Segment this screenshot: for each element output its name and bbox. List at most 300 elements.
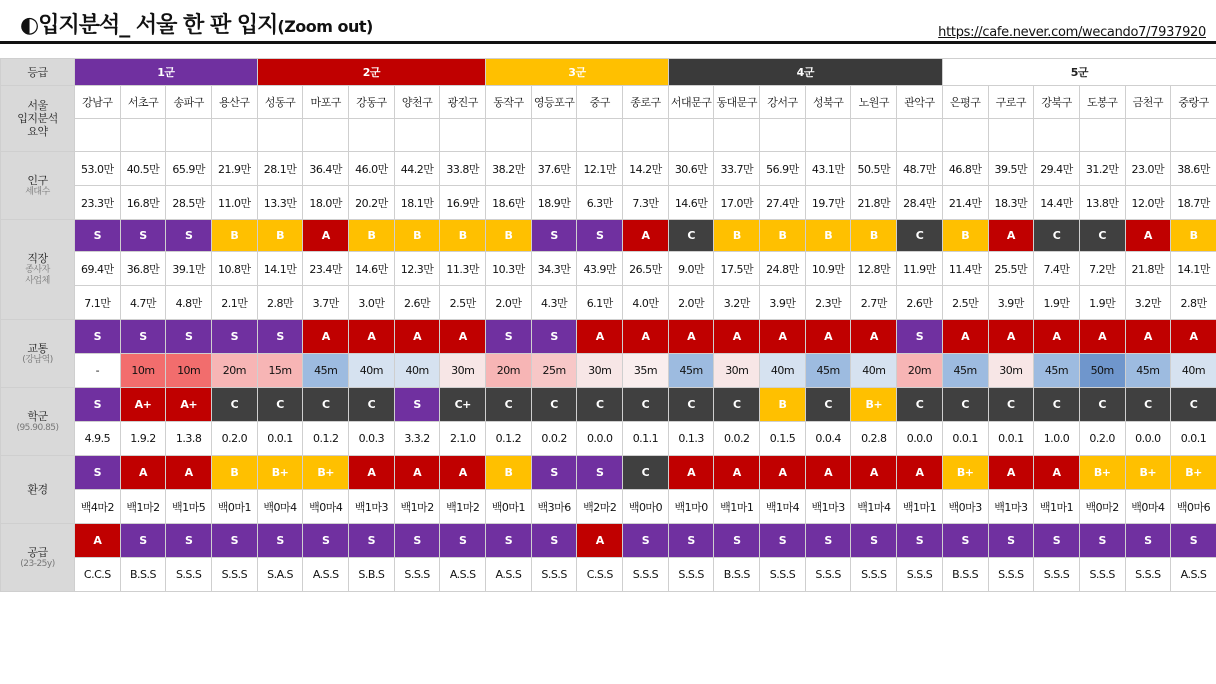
transport-time-cell: 40m [349,354,395,388]
jobs-label-text: 직장 [27,252,48,265]
school-grade-badge: C [1079,388,1125,422]
population-cell: 38.6만 [1171,152,1216,186]
businesses-cell: 4.7만 [120,286,166,320]
transport-time-cell: 40m [851,354,897,388]
jobs-grade-badge: A [623,220,669,252]
transport-grade-badge: A [303,320,349,354]
school-score-cell: 0.1.3 [668,422,714,456]
supply-detail-cell: S.S.S [1079,558,1125,592]
businesses-cell: 2.8만 [1171,286,1216,320]
transport-grade-badge: S [212,320,258,354]
supply-grade-badge: A [75,524,121,558]
jobs-grade-badge: C [668,220,714,252]
summary-blank-cell [988,119,1034,152]
supply-detail-cell: A.S.S [440,558,486,592]
half-circle-icon: ◐ [20,13,39,38]
households-cell: 28.5만 [166,186,212,220]
environment-grade-badge: A [1034,456,1080,490]
transport-time-cell: 30m [577,354,623,388]
district-name: 강동구 [349,86,395,119]
district-analysis-table [0,58,1216,592]
transport-grade-badge: A [851,320,897,354]
school-score-cell: 0.0.1 [988,422,1034,456]
transport-grade-badge: S [75,320,121,354]
summary-blank-cell [714,119,760,152]
population-cell: 23.0만 [1125,152,1171,186]
school-grade-badge: C [1034,388,1080,422]
school-grade-badge: C [531,388,577,422]
school-score-cell: 0.1.1 [623,422,669,456]
transport-label-subtext: (강남역) [22,354,53,365]
school-grade-badge: B [760,388,806,422]
transport-time-cell: - [75,354,121,388]
businesses-cell: 2.3만 [805,286,851,320]
supply-detail-cell: S.S.S [988,558,1034,592]
transport-time-cell: 45m [1034,354,1080,388]
supply-detail-cell: S.S.S [851,558,897,592]
population-cell: 31.2만 [1079,152,1125,186]
school-grade-badge: C [668,388,714,422]
workers-cell: 9.0만 [668,252,714,286]
supply-detail-cell: S.A.S [257,558,303,592]
school-grade-badge: C [988,388,1034,422]
table-row [1,320,1216,354]
workers-cell: 25.5만 [988,252,1034,286]
supply-grade-badge: S [1079,524,1125,558]
transport-grade-badge: A [440,320,486,354]
environment-grade-badge: S [531,456,577,490]
summary-blank-cell [668,119,714,152]
transport-grade-badge: S [897,320,943,354]
jobs-grade-badge: B [486,220,532,252]
supply-grade-badge: S [851,524,897,558]
businesses-cell: 3.2만 [714,286,760,320]
school-grade-badge: C+ [440,388,486,422]
environment-detail-cell: 백1마3 [349,490,395,524]
supply-grade-badge: S [486,524,532,558]
population-cell: 39.5만 [988,152,1034,186]
supply-grade-badge: S [349,524,395,558]
workers-cell: 11.9만 [897,252,943,286]
school-grade-badge: C [805,388,851,422]
school-score-cell: 4.9.5 [75,422,121,456]
environment-detail-cell: 백0마1 [212,490,258,524]
transport-time-cell: 45m [1125,354,1171,388]
environment-grade-badge: C [623,456,669,490]
school-grade-badge: C [714,388,760,422]
school-score-cell: 0.0.1 [257,422,303,456]
district-name: 금천구 [1125,86,1171,119]
environment-grade-badge: A [668,456,714,490]
supply-detail-cell: S.S.S [212,558,258,592]
school-label-text: 학군 [27,409,48,423]
district-name: 관악구 [897,86,943,119]
summary-blank-cell [486,119,532,152]
environment-grade-badge: A [394,456,440,490]
supply-detail-cell: S.S.S [166,558,212,592]
school-label-subtext: (95.90.85) [16,422,59,433]
workers-cell: 39.1만 [166,252,212,286]
table-row [1,422,1216,456]
supply-detail-cell: S.S.S [394,558,440,592]
district-name: 용산구 [212,86,258,119]
jobs-grade-badge: C [1079,220,1125,252]
transport-time-cell: 45m [303,354,349,388]
school-grade-badge: C [1171,388,1216,422]
summary-blank-cell [942,119,988,152]
transport-time-cell: 10m [120,354,166,388]
group-header: 2군 [257,59,485,86]
supply-grade-badge: S [1171,524,1216,558]
school-grade-badge: C [486,388,532,422]
supply-detail-cell: C.C.S [75,558,121,592]
environment-detail-cell: 백1마0 [668,490,714,524]
businesses-cell: 2.5만 [942,286,988,320]
environment-grade-badge: B+ [942,456,988,490]
table-row [1,59,1216,86]
supply-grade-badge: S [212,524,258,558]
environment-detail-cell: 백0마1 [486,490,532,524]
grade-label [1,59,75,86]
supply-grade-badge: A [577,524,623,558]
school-score-cell: 1.0.0 [1034,422,1080,456]
businesses-cell: 1.9만 [1034,286,1080,320]
school-score-cell: 2.1.0 [440,422,486,456]
summary-label [1,86,75,152]
households-cell: 18.1만 [394,186,440,220]
population-cell: 43.1만 [805,152,851,186]
summary-blank-cell [1034,119,1080,152]
environment-grade-badge: S [577,456,623,490]
transport-grade-badge: A [714,320,760,354]
table-row [1,524,1216,558]
district-name: 종로구 [623,86,669,119]
population-cell: 48.7만 [897,152,943,186]
school-grade-badge: C [212,388,258,422]
transport-time-cell: 10m [166,354,212,388]
district-name: 서초구 [120,86,166,119]
summary-blank-cell [1171,119,1216,152]
supply-detail-cell: A.S.S [486,558,532,592]
supply-grade-badge: S [760,524,806,558]
supply-detail-cell: S.S.S [897,558,943,592]
population-cell: 28.1만 [257,152,303,186]
transport-grade-badge: S [120,320,166,354]
workers-cell: 43.9만 [577,252,623,286]
table-row [1,86,1216,119]
businesses-cell: 2.5만 [440,286,486,320]
population-cell: 56.9만 [760,152,806,186]
transport-grade-badge: S [166,320,212,354]
summary-blank-cell [897,119,943,152]
businesses-cell: 2.7만 [851,286,897,320]
jobs-grade-badge: B [714,220,760,252]
school-score-cell: 1.9.2 [120,422,166,456]
households-cell: 16.8만 [120,186,166,220]
supply-label-text: 공급 [27,545,48,559]
summary-blank-cell [531,119,577,152]
transport-time-cell: 20m [212,354,258,388]
table-row [1,186,1216,220]
transport-grade-badge: A [988,320,1034,354]
households-cell: 16.9만 [440,186,486,220]
transport-grade-badge: A [1125,320,1171,354]
jobs-label-subtext: 종사자 사업체 [25,265,50,286]
summary-blank-cell [577,119,623,152]
supply-grade-badge: S [303,524,349,558]
district-name: 은평구 [942,86,988,119]
district-name: 구로구 [988,86,1034,119]
title-main: 입지분석_ 서울 한 판 입지 [38,13,278,38]
school-score-cell: 0.0.0 [897,422,943,456]
supply-grade-badge: S [897,524,943,558]
summary-blank-cell [212,119,258,152]
transport-grade-badge: A [1171,320,1216,354]
supply-label [1,524,75,592]
table-row [1,220,1216,252]
school-grade-badge: A+ [120,388,166,422]
households-cell: 20.2만 [349,186,395,220]
businesses-cell: 2.8만 [257,286,303,320]
households-cell: 11.0만 [212,186,258,220]
environment-detail-cell: 백0마4 [303,490,349,524]
workers-cell: 23.4만 [303,252,349,286]
environment-detail-cell: 백4마2 [75,490,121,524]
school-grade-badge: C [1125,388,1171,422]
workers-cell: 7.4만 [1034,252,1080,286]
population-cell: 37.6만 [531,152,577,186]
school-score-cell: 0.0.1 [942,422,988,456]
transport-time-cell: 50m [1079,354,1125,388]
transport-time-cell: 45m [942,354,988,388]
environment-detail-cell: 백0마2 [1079,490,1125,524]
workers-cell: 36.8만 [120,252,166,286]
transport-grade-badge: A [805,320,851,354]
supply-grade-badge: S [805,524,851,558]
workers-cell: 34.3만 [531,252,577,286]
supply-detail-cell: S.S.S [1125,558,1171,592]
households-cell: 6.3만 [577,186,623,220]
transport-grade-badge: A [668,320,714,354]
district-name: 양천구 [394,86,440,119]
group-header: 3군 [486,59,669,86]
businesses-cell: 4.8만 [166,286,212,320]
environment-grade-badge: S [75,456,121,490]
environment-detail-cell: 백0마3 [942,490,988,524]
workers-cell: 14.6만 [349,252,395,286]
businesses-cell: 4.0만 [623,286,669,320]
group-header: 1군 [75,59,258,86]
workers-cell: 10.9만 [805,252,851,286]
environment-grade-badge: A [760,456,806,490]
environment-grade-badge: A [805,456,851,490]
population-cell: 53.0만 [75,152,121,186]
workers-cell: 7.2만 [1079,252,1125,286]
households-cell: 28.4만 [897,186,943,220]
jobs-grade-badge: B [851,220,897,252]
school-grade-badge: C [942,388,988,422]
transport-grade-badge: A [760,320,806,354]
table-row [1,354,1216,388]
school-score-cell: 3.3.2 [394,422,440,456]
jobs-grade-badge: B [349,220,395,252]
environment-detail-cell: 백2마2 [577,490,623,524]
supply-detail-cell: S.S.S [623,558,669,592]
supply-detail-cell: A.S.S [303,558,349,592]
environment-detail-cell: 백3마6 [531,490,577,524]
supply-detail-cell: S.S.S [668,558,714,592]
transport-grade-badge: A [349,320,395,354]
school-score-cell: 0.1.2 [303,422,349,456]
supply-grade-badge: S [440,524,486,558]
workers-cell: 11.4만 [942,252,988,286]
supply-detail-cell: A.S.S [1171,558,1216,592]
businesses-cell: 7.1만 [75,286,121,320]
jobs-grade-badge: A [303,220,349,252]
businesses-cell: 3.9만 [760,286,806,320]
jobs-grade-badge: B [257,220,303,252]
supply-grade-badge: S [714,524,760,558]
school-score-cell: 0.2.0 [1079,422,1125,456]
table-row [1,252,1216,286]
supply-detail-cell: B.S.S [714,558,760,592]
population-label-subtext: 세대수 [25,186,50,197]
jobs-grade-badge: B [394,220,440,252]
table-row [1,286,1216,320]
supply-grade-badge: S [988,524,1034,558]
transport-grade-badge: A [1079,320,1125,354]
summary-blank-cell [851,119,897,152]
jobs-grade-badge: B [212,220,258,252]
households-cell: 18.6만 [486,186,532,220]
transport-grade-badge: A [623,320,669,354]
transport-time-cell: 40m [760,354,806,388]
district-name: 동대문구 [714,86,760,119]
transport-grade-badge: S [531,320,577,354]
households-cell: 19.7만 [805,186,851,220]
supply-grade-badge: S [668,524,714,558]
environment-grade-badge: A [120,456,166,490]
summary-blank-cell [120,119,166,152]
households-cell: 17.0만 [714,186,760,220]
environment-grade-badge: B [486,456,532,490]
table-row [1,119,1216,152]
source-url[interactable]: https://cafe.never.com/wecando7/7937920 [938,25,1206,40]
district-name: 동작구 [486,86,532,119]
businesses-cell: 6.1만 [577,286,623,320]
businesses-cell: 3.9만 [988,286,1034,320]
district-name: 송파구 [166,86,212,119]
environment-detail-cell: 백1마1 [714,490,760,524]
businesses-cell: 2.6만 [897,286,943,320]
environment-detail-cell: 백1마4 [760,490,806,524]
environment-grade-badge: A [988,456,1034,490]
supply-detail-cell: S.S.S [1034,558,1080,592]
school-score-cell: 0.0.3 [349,422,395,456]
workers-cell: 10.8만 [212,252,258,286]
supply-detail-cell: S.S.S [531,558,577,592]
school-score-cell: 0.2.8 [851,422,897,456]
environment-detail-cell: 백0마4 [1125,490,1171,524]
transport-label-text: 교통 [27,341,48,355]
jobs-grade-badge: B [1171,220,1216,252]
summary-blank-cell [440,119,486,152]
businesses-cell: 3.7만 [303,286,349,320]
environment-detail-cell: 백1마5 [166,490,212,524]
households-cell: 27.4만 [760,186,806,220]
population-cell: 40.5만 [120,152,166,186]
environment-grade-badge: B+ [1171,456,1216,490]
workers-cell: 14.1만 [1171,252,1216,286]
population-cell: 44.2만 [394,152,440,186]
transport-label [1,320,75,388]
population-cell: 46.0만 [349,152,395,186]
supply-grade-badge: S [120,524,166,558]
district-name: 노원구 [851,86,897,119]
population-cell: 33.8만 [440,152,486,186]
district-name: 마포구 [303,86,349,119]
environment-grade-badge: B [212,456,258,490]
environment-detail-cell: 백0마4 [257,490,303,524]
population-cell: 29.4만 [1034,152,1080,186]
school-score-cell: 0.0.1 [1171,422,1216,456]
summary-blank-cell [760,119,806,152]
workers-cell: 14.1만 [257,252,303,286]
population-cell: 50.5만 [851,152,897,186]
households-cell: 14.6만 [668,186,714,220]
environment-grade-badge: A [714,456,760,490]
jobs-grade-badge: C [897,220,943,252]
district-name: 영등포구 [531,86,577,119]
summary-blank-cell [1125,119,1171,152]
school-grade-badge: C [349,388,395,422]
environment-detail-cell: 백1마3 [805,490,851,524]
households-cell: 18.9만 [531,186,577,220]
environment-detail-cell: 백0마0 [623,490,669,524]
population-cell: 33.7만 [714,152,760,186]
transport-grade-badge: S [486,320,532,354]
businesses-cell: 2.0만 [486,286,532,320]
households-cell: 13.3만 [257,186,303,220]
jobs-label [1,220,75,320]
households-cell: 18.3만 [988,186,1034,220]
transport-time-cell: 35m [623,354,669,388]
transport-time-cell: 40m [1171,354,1216,388]
transport-time-cell: 40m [394,354,440,388]
transport-time-cell: 25m [531,354,577,388]
population-cell: 21.9만 [212,152,258,186]
transport-time-cell: 15m [257,354,303,388]
workers-cell: 12.3만 [394,252,440,286]
transport-time-cell: 45m [805,354,851,388]
population-cell: 14.2만 [623,152,669,186]
environment-detail-cell: 백1마1 [897,490,943,524]
summary-blank-cell [257,119,303,152]
environment-grade-badge: A [897,456,943,490]
workers-cell: 17.5만 [714,252,760,286]
school-grade-badge: B+ [851,388,897,422]
summary-blank-cell [623,119,669,152]
households-cell: 13.8만 [1079,186,1125,220]
district-name: 도봉구 [1079,86,1125,119]
workers-cell: 11.3만 [440,252,486,286]
summary-blank-cell [349,119,395,152]
households-cell: 12.0만 [1125,186,1171,220]
households-cell: 21.8만 [851,186,897,220]
district-name: 중구 [577,86,623,119]
population-cell: 12.1만 [577,152,623,186]
school-score-cell: 0.0.0 [577,422,623,456]
